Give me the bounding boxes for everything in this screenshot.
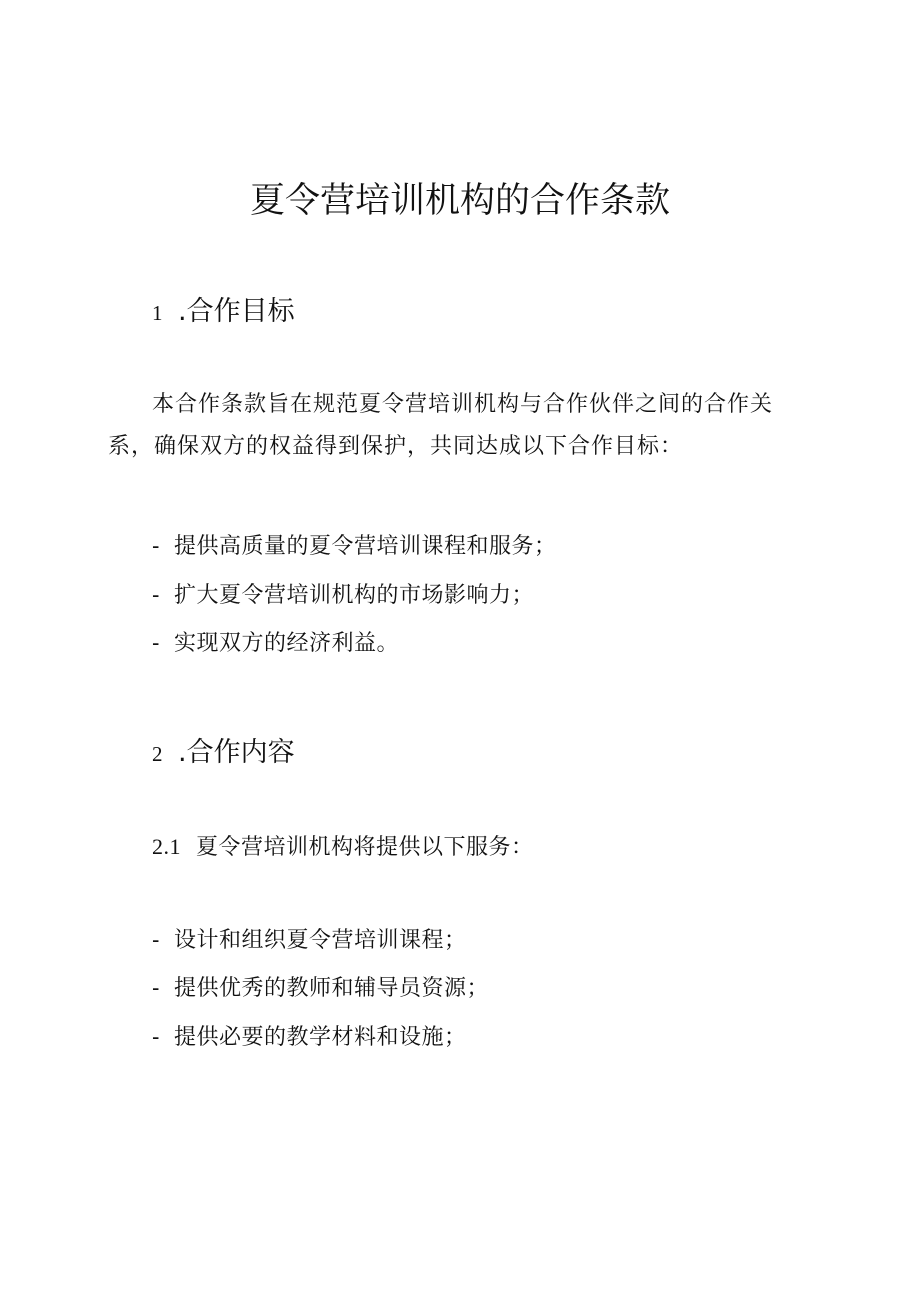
list-item (152, 926, 467, 956)
list-dash: - (152, 631, 160, 656)
subsection-2-1 (152, 832, 534, 863)
document-title: 夏令营培训机构的合作条款 (249, 181, 670, 221)
section-1-title: .合作目标 (178, 296, 295, 327)
list-item-text: 设计和组织夏令营培训课程； (174, 928, 467, 953)
list-dash: - (152, 534, 160, 559)
list-item (152, 1023, 467, 1053)
list-item-text: 实现双方的经济利益。 (174, 631, 400, 656)
section-1-number: 1 (152, 301, 163, 325)
section-2-heading (152, 735, 295, 772)
list-item (152, 629, 399, 659)
list-dash: - (152, 928, 160, 953)
subsection-text: 夏令营培训机构将提供以下服务： (196, 835, 534, 860)
list-item-text: 提供必要的教学材料和设施； (174, 1025, 467, 1050)
section-2-number: 2 (152, 742, 163, 766)
list-dash: - (152, 583, 160, 608)
list-item-text: 提供高质量的夏令营培训课程和服务； (174, 534, 557, 559)
subsection-number: 2.1 (152, 834, 181, 859)
list-item (152, 532, 557, 562)
list-item (152, 974, 489, 1004)
section-1-paragraph: 本合作条款旨在规范夏令营培训机构与合作伙伴之间的合作关系，确保双方的权益得到保护，共同达成以下合作目标： (108, 392, 774, 459)
list-item (152, 581, 534, 611)
section-2-title: .合作内容 (178, 737, 295, 768)
list-item-text: 提供优秀的教师和辅导员资源； (174, 976, 490, 1001)
list-item-text: 扩大夏令营培训机构的市场影响力； (174, 583, 535, 608)
list-dash: - (152, 1025, 160, 1050)
section-1-heading (152, 294, 295, 331)
list-dash: - (152, 976, 160, 1001)
